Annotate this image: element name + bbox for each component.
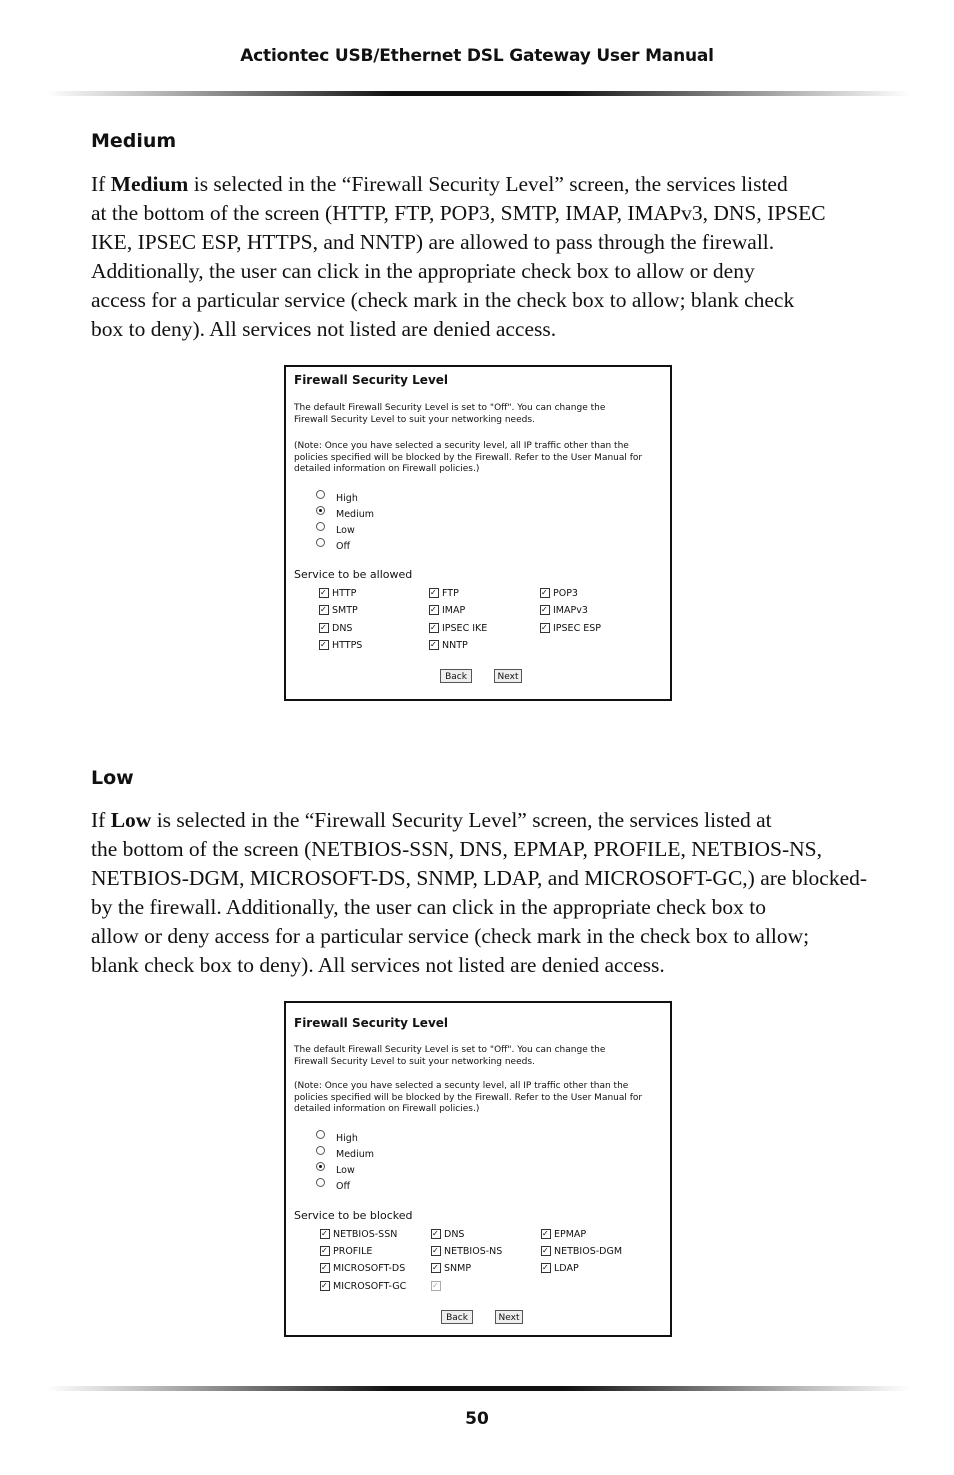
- firewall-screen-medium: [284, 365, 672, 701]
- text-line: IKE, IPSEC ESP, HTTPS, and NNTP) are allowed to pass through the firewall.: [91, 230, 775, 254]
- service-checkbox[interactable]: ✓ FTP: [429, 587, 459, 599]
- service-checkbox[interactable]: ✓ MICROSOFT-DS: [320, 1262, 405, 1274]
- service-checkbox[interactable]: ✓ NETBIOS-DGM: [541, 1245, 622, 1257]
- header-rule: [46, 91, 910, 96]
- text-line: NETBIOS-DGM, MICROSOFT-DS, SNMP, LDAP, and MICROSOFT-GC,) are blocked-: [91, 866, 868, 890]
- service-checkbox[interactable]: ✓ IMAPv3: [540, 604, 588, 616]
- radio-medium[interactable]: Medium: [316, 507, 374, 521]
- radio-low[interactable]: Low: [316, 523, 355, 537]
- service-checkbox[interactable]: ✓ SNMP: [431, 1262, 471, 1274]
- text-line: allow or deny access for a particular service (check mark in the check box to allow;: [91, 924, 810, 948]
- screen-title: Firewall Security Level: [294, 1016, 449, 1030]
- service-label: Service to be allowed: [294, 568, 413, 581]
- service-checkbox[interactable]: ✓ EPMAP: [541, 1228, 586, 1240]
- text-line: at the bottom of the screen (HTTP, FTP, POP3, SMTP, IMAP, IMAPv3, DNS, IPSEC: [91, 201, 826, 225]
- radio-off[interactable]: Off: [316, 1179, 350, 1193]
- radio-medium[interactable]: Medium: [316, 1147, 374, 1161]
- text-line: the bottom of the screen (NETBIOS-SSN, DNS, EPMAP, PROFILE, NETBIOS-NS,: [91, 837, 822, 861]
- text-line: Additionally, the user can click in the appropriate check box to allow or deny: [91, 259, 755, 283]
- next-button[interactable]: Next: [494, 669, 522, 683]
- text-line: blank check box to deny). All services not listed are denied access.: [91, 953, 665, 977]
- service-checkbox[interactable]: ✓ LDAP: [541, 1262, 579, 1274]
- low-heading: Low: [91, 767, 134, 789]
- text-line: box to deny). All services not listed are denied access.: [91, 317, 557, 341]
- service-checkbox[interactable]: ✓ NNTP: [429, 639, 468, 651]
- screen-title: Firewall Security Level: [294, 373, 449, 387]
- bold-term: Low: [110, 808, 152, 832]
- radio-high[interactable]: High: [316, 1131, 358, 1145]
- page-number: 50: [465, 1409, 489, 1429]
- text-line: access for a particular service (check mark in the check box to allow; blank check: [91, 288, 795, 312]
- service-checkbox[interactable]: ✓ HTTPS: [319, 639, 362, 651]
- service-checkbox[interactable]: ✓ MICROSOFT-GC: [320, 1280, 406, 1292]
- service-checkbox[interactable]: ✓ PROFILE: [320, 1245, 372, 1257]
- service-checkbox[interactable]: ✓ POP3: [540, 587, 578, 599]
- service-checkbox[interactable]: ✓ IPSEC ESP: [540, 622, 601, 634]
- service-label: Service to be blocked: [294, 1209, 413, 1222]
- screen-note: (Note: Once you have selected a security level, all IP traffic other than the policies specified will be blocked by the Firewall. Refer to the User Manual for detailed information on Firewall policies.): [294, 441, 643, 474]
- footer-rule: [46, 1386, 910, 1391]
- service-checkbox[interactable]: ✓ HTTP: [319, 587, 356, 599]
- radio-low[interactable]: Low: [316, 1163, 355, 1177]
- service-checkbox[interactable]: ✓ DNS: [431, 1228, 464, 1240]
- text-line: If Medium is selected in the “Firewall Security Level” screen, the services listed: [91, 172, 788, 196]
- service-checkbox[interactable]: ✓ NETBIOS-SSN: [320, 1228, 397, 1240]
- medium-heading: Medium: [91, 130, 177, 152]
- screen-note: (Note: Once you have selected a secunty level, all IP traffic other than the policies specified will be blocked by the Firewall. Refer to the User Manual for detailed information on Firewall policies.): [294, 1081, 643, 1114]
- service-checkbox[interactable]: ✓ IPSEC IKE: [429, 622, 487, 634]
- manual-header: Actiontec USB/Ethernet DSL Gateway User Manual: [240, 46, 714, 66]
- firewall-screen-low: [284, 1001, 672, 1337]
- back-button[interactable]: Back: [441, 1310, 473, 1324]
- disabled-checkbox: [431, 1280, 444, 1292]
- service-checkbox[interactable]: ✓ DNS: [319, 622, 352, 634]
- medium-paragraph: [91, 170, 871, 344]
- next-button[interactable]: Next: [495, 1310, 523, 1324]
- low-paragraph: [91, 806, 871, 980]
- service-checkbox[interactable]: ✓ NETBIOS-NS: [431, 1245, 502, 1257]
- screen-description: The default Firewall Security Level is set to "Off". You can change the Firewall Security Level to suit your networking needs.: [294, 1045, 606, 1067]
- back-button[interactable]: Back: [440, 669, 472, 683]
- bold-term: Medium: [110, 172, 189, 196]
- service-checkbox[interactable]: ✓ IMAP: [429, 604, 465, 616]
- text-line: If Low is selected in the “Firewall Security Level” screen, the services listed at: [91, 808, 772, 832]
- service-checkbox[interactable]: ✓ SMTP: [319, 604, 358, 616]
- radio-off[interactable]: Off: [316, 539, 350, 553]
- screen-description: The default Firewall Security Level is set to "Off". You can change the Firewall Security Level to suit your networking needs.: [294, 403, 606, 425]
- radio-high[interactable]: High: [316, 491, 358, 505]
- text-line: by the firewall. Additionally, the user can click in the appropriate check box to: [91, 895, 767, 919]
